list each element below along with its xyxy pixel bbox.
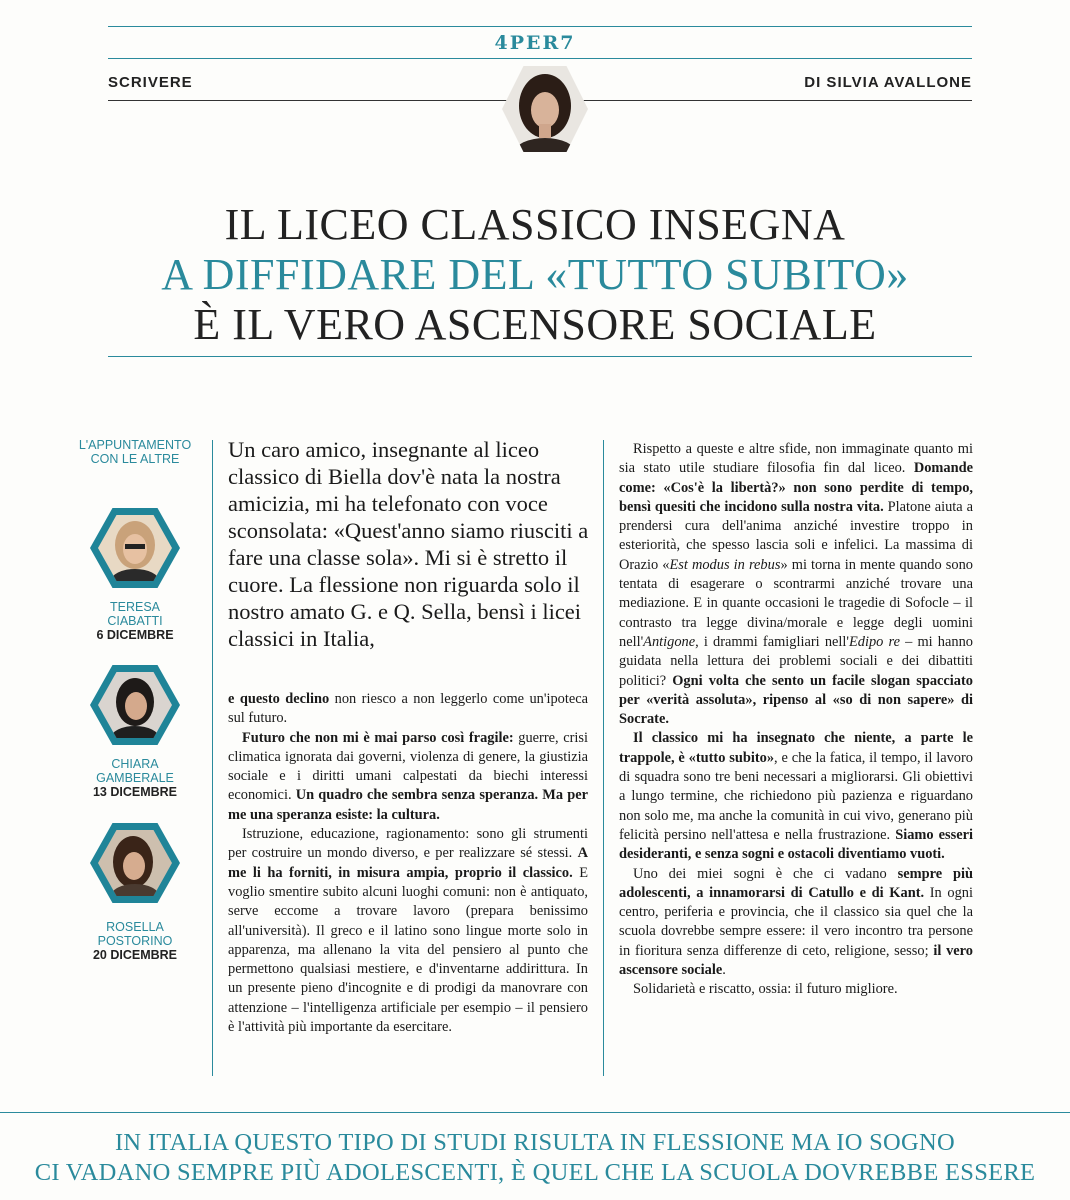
author-date: 13 DICEMBRE: [92, 785, 178, 799]
author-first-name: TERESA: [109, 600, 160, 614]
paragraph: Solidarietà e riscatto, ossia: il futuro migliore.: [633, 981, 898, 998]
paragraph: [619, 865, 973, 981]
body-column-2: [619, 440, 973, 1000]
author-first-name: ROSELLA: [106, 920, 164, 934]
byline: DI SILVIA AVALLONE: [804, 74, 972, 91]
bold-run: Domande come: «Cos'è la libertà?» non sono perdite di tempo, bensì quesiti che incidono sulla nostra vita.: [619, 460, 973, 515]
sidebar-title: [60, 438, 210, 466]
text-run: – mi hanno guidata nella lettura dei problemi sociali e dei dibattiti politici?: [619, 633, 973, 689]
italic-run: Est modus in rebus: [669, 556, 781, 573]
text-run: Istruzione, educazione, ragionamento: sono gli strumenti per costruire un mondo diverso, e per realizzare sé stessi.: [228, 826, 588, 862]
author-last-name: POSTORINO: [97, 934, 173, 948]
bold-run: Ogni volta che sento un facile slogan spacciato per «verità assoluta», ripenso al «so di non sapere» di Socrate.: [619, 672, 973, 728]
bold-run: sempre più adolescenti, a innamorarsi di Catullo e di Kant.: [619, 865, 973, 901]
pull-quote-line-2: CI VADANO SEMPRE PIÙ ADOLESCENTI, È QUEL CHE LA SCUOLA DOVREBBE ESSERE: [34, 1159, 1036, 1186]
paragraph: [228, 825, 588, 1037]
bold-run: A me li ha forniti, in misura ampia, proprio il classico.: [228, 845, 588, 881]
paragraph: [228, 729, 588, 825]
text-run: , e che la fatica, il tempo, il lavoro di squadra sono tre beni necessari a migliorarsi. Gli obiettivi a lungo termine, che richiedono più pazienza e riguardano non solo me, ma anche la comunità in cui vivo, generano più felicità persino nell'attesa e nella frustrazione.: [619, 749, 973, 843]
author-portrait: [502, 66, 588, 152]
sidebar-title-line: CON LE ALTRE: [90, 452, 180, 466]
author-date: 6 DICEMBRE: [96, 628, 174, 642]
text-run: guerre, crisi climatica ignorata dai governi, violenza di genere, la giustizia sociale e i diritti umani calpestati da biechi interessi economici.: [228, 729, 588, 804]
text-run: Rispetto a queste e altre sfide, non immaginate quanto mi sia stato utile studiare filosofia fin dal liceo.: [619, 441, 973, 477]
text-run: , i drammi famigliari nell': [695, 633, 849, 650]
headline-line-3: È IL VERO ASCENSORE SOCIALE: [193, 300, 877, 349]
headline-line-1: IL LICEO CLASSICO INSEGNA: [224, 200, 846, 249]
text-run: Uno dei miei sogni è che ci vadano: [633, 865, 898, 882]
sidebar-title-line: L'APPUNTAMENTO: [78, 438, 192, 452]
headline-line-2: A DIFFIDARE DEL «TUTTO SUBITO»: [161, 250, 909, 299]
headline-rule: [108, 356, 972, 357]
text-run: .: [722, 962, 726, 979]
text-run: Platone aiuta a prendersi cura dell'anima anziché investire troppo in esteriorità, che spesso lascia soli e infelici. La massima di Orazio «: [619, 498, 974, 573]
text-run: In ogni centro, periferia e provincia, che il classico sia quel che la scuola dovrebbe sempre essere: il vero incontro tra persone in fioritura senza differenze di ceto, religione, sesso;: [619, 884, 973, 959]
bold-run: Futuro che non mi è mai parso così fragile:: [242, 729, 514, 746]
bold-run: il vero ascensore sociale: [619, 942, 973, 979]
body-column-1: [228, 690, 588, 1037]
author-entry: [60, 757, 210, 799]
paragraph: [228, 690, 588, 729]
bold-run: Il classico mi ha insegnato che niente, a parte le trappole, è «tutto subito»: [619, 730, 973, 766]
column-divider: [212, 440, 213, 1076]
pull-quote-line-1: IN ITALIA QUESTO TIPO DI STUDI RISULTA IN FLESSIONE MA IO SOGNO: [114, 1129, 956, 1156]
author-entry: [60, 600, 210, 642]
bold-run: e questo declino: [228, 691, 330, 707]
text-run: E voglio smentire subito alcuni luoghi comuni: non è antiquato, serve eccome a trovare lavoro (prepara benissimo all'università). Il greco e il latino sono lingue morte solo in apparenza, ma allenano la vita del pensiero al punto che permettono qualsiasi mestiere, e d'inventarne addirittura. In un presente pieno d'incognite e di prodigi da manovrare con attenzione – l'intelligenza artificiale per esempio – il pensiero è l'attività più importante da esercitare.: [228, 864, 588, 1036]
kicker-rule: [108, 58, 972, 59]
author-avatar: [90, 665, 180, 745]
text-run: non riesco a non leggerlo come un'ipoteca sul futuro.: [228, 691, 588, 727]
section-kicker: 4PER7: [494, 32, 576, 54]
author-last-name: GAMBERALE: [96, 771, 174, 785]
bold-run: Siamo esseri desideranti, e senza sogni e ostacoli diventiamo vuoti.: [619, 826, 974, 863]
lead-paragraph: Un caro amico, insegnante al liceo classico di Biella dov'è nata la nostra amicizia, mi ha telefonato con voce sconsolata: «Quest'anno siamo riusciti a fare una classe sola». Mi si è stretto il cuore. La flessione non riguarda solo il nostro amato G. e Q. Sella, bensì i licei classici in Italia,: [228, 437, 589, 651]
author-first-name: CHIARA: [111, 757, 159, 771]
paragraph: [619, 440, 973, 729]
bold-run: Un quadro che sembra senza speranza. Ma per me una speranza esiste: la cultura.: [228, 787, 588, 823]
paragraph: [619, 729, 973, 864]
author-date: 20 DICEMBRE: [92, 948, 178, 962]
italic-run: Antigone: [643, 633, 696, 650]
author-entry: [60, 920, 210, 962]
author-avatar: [90, 508, 180, 588]
top-rule: [108, 26, 972, 27]
author-avatar: [90, 823, 180, 903]
section-label: SCRIVERE: [108, 74, 193, 91]
footer-rule: [0, 1112, 1070, 1113]
column-divider: [603, 440, 604, 1076]
author-last-name: CIABATTI: [107, 614, 163, 628]
text-run: » mi torna in mente quando sono tentata di esagerare o scontrarmi anziché trovare una mediazione. E in quante occasioni le tragedie di Sofocle – il contrasto tra legge divina/morale e legge degli uomini nell': [619, 556, 973, 650]
italic-run: Edipo re: [849, 633, 900, 650]
